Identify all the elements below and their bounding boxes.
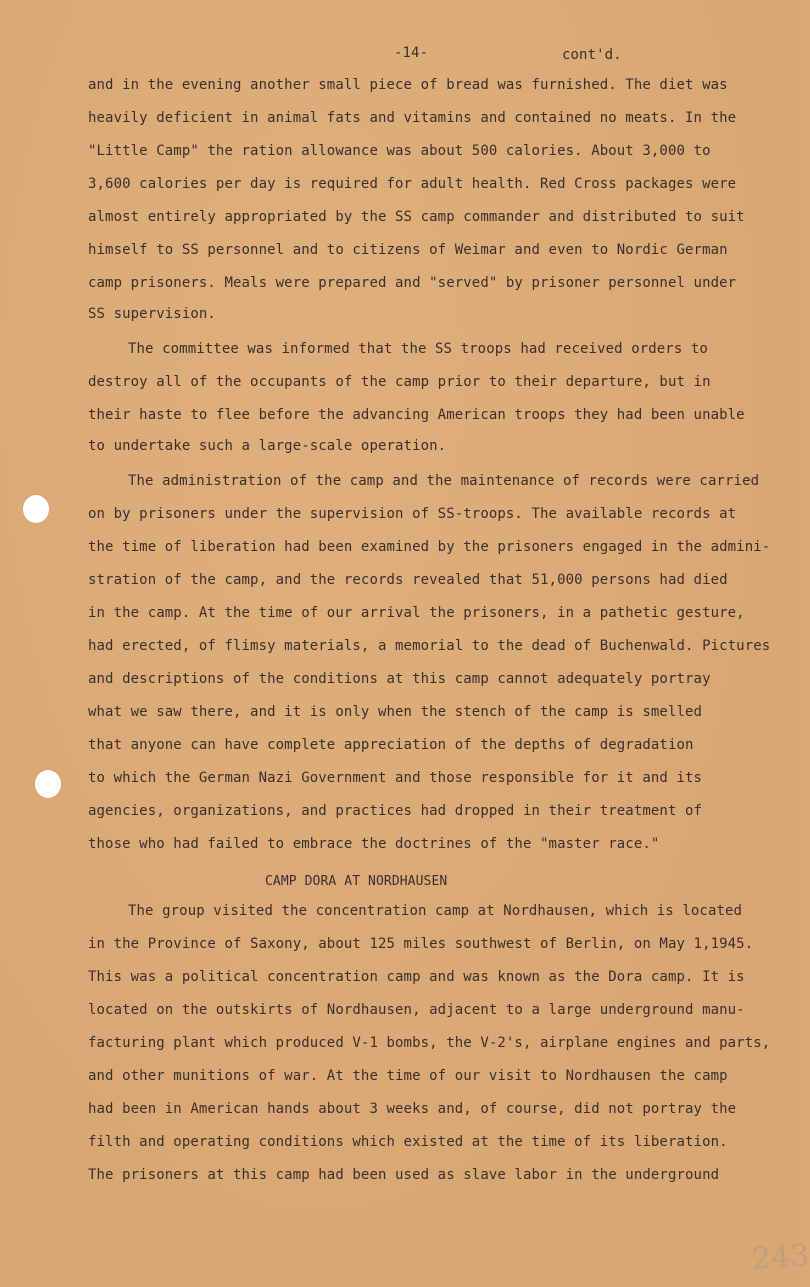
section-line: facturing plant which produced V-1 bombs, the V-2's, airplane engines and parts, [88,1035,771,1051]
body-line: stration of the camp, and the records revealed that 51,000 persons had died [88,572,728,588]
body-line: himself to SS personnel and to citizens of Weimar and even to Nordic German [88,242,728,258]
body-line: their haste to flee before the advancing American troops they had been unable [88,407,745,423]
body-line: to undertake such a large-scale operation. [88,438,447,454]
body-line: on by prisoners under the supervision of SS-troops. The available records at [88,506,737,522]
section-line: filth and operating conditions which existed at the time of its liberation. [88,1134,728,1150]
body-line: agencies, organizations, and practices had dropped in their treatment of [88,803,703,819]
continued-marker: cont'd. [562,47,622,63]
section-line: The prisoners at this camp had been used as slave labor in the underground [88,1167,720,1183]
section-line: in the Province of Saxony, about 125 miles southwest of Berlin, on May 1,1945. [88,936,754,952]
body-line: heavily deficient in animal fats and vitamins and contained no meats. In the [88,110,737,126]
section-line: located on the outskirts of Nordhausen, adjacent to a large underground manu- [88,1002,745,1018]
section-line: had been in American hands about 3 weeks and, of course, did not portray the [88,1101,737,1117]
section-heading: CAMP DORA AT NORDHAUSEN [265,874,448,889]
section-line: This was a political concentration camp and was known as the Dora camp. It is [88,969,745,985]
body-line: destroy all of the occupants of the camp prior to their departure, but in [88,374,711,390]
body-line: that anyone can have complete appreciation of the depths of degradation [88,737,694,753]
body-line: to which the German Nazi Government and those responsible for it and its [88,770,703,786]
body-line: The administration of the camp and the maintenance of records were carried [128,473,760,489]
page-number: -14- [394,45,429,61]
body-line: "Little Camp" the ration allowance was about 500 calories. About 3,000 to [88,143,711,159]
body-line: camp prisoners. Meals were prepared and "served" by prisoner personnel under [88,275,737,291]
section-line: and other munitions of war. At the time of our visit to Nordhausen the camp [88,1068,728,1084]
margin-page-number: 243 [750,1238,810,1277]
body-line: SS supervision. [88,306,216,322]
body-line: what we saw there, and it is only when the stench of the camp is smelled [88,704,703,720]
body-line: the time of liberation had been examined by the prisoners engaged in the admini- [88,539,771,555]
punch-hole [23,495,49,523]
body-line: 3,600 calories per day is required for adult health. Red Cross packages were [88,176,737,192]
body-line: and in the evening another small piece of bread was furnished. The diet was [88,77,728,93]
body-line: those who had failed to embrace the doctrines of the "master race." [88,836,660,852]
section-line: The group visited the concentration camp at Nordhausen, which is located [128,903,743,919]
body-line: almost entirely appropriated by the SS camp commander and distributed to suit [88,209,745,225]
body-line: The committee was informed that the SS troops had received orders to [128,341,708,357]
body-line: in the camp. At the time of our arrival the prisoners, in a pathetic gesture, [88,605,745,621]
punch-hole [35,770,61,798]
body-line: and descriptions of the conditions at this camp cannot adequately portray [88,671,711,687]
body-line: had erected, of flimsy materials, a memorial to the dead of Buchenwald. Pictures [88,638,771,654]
